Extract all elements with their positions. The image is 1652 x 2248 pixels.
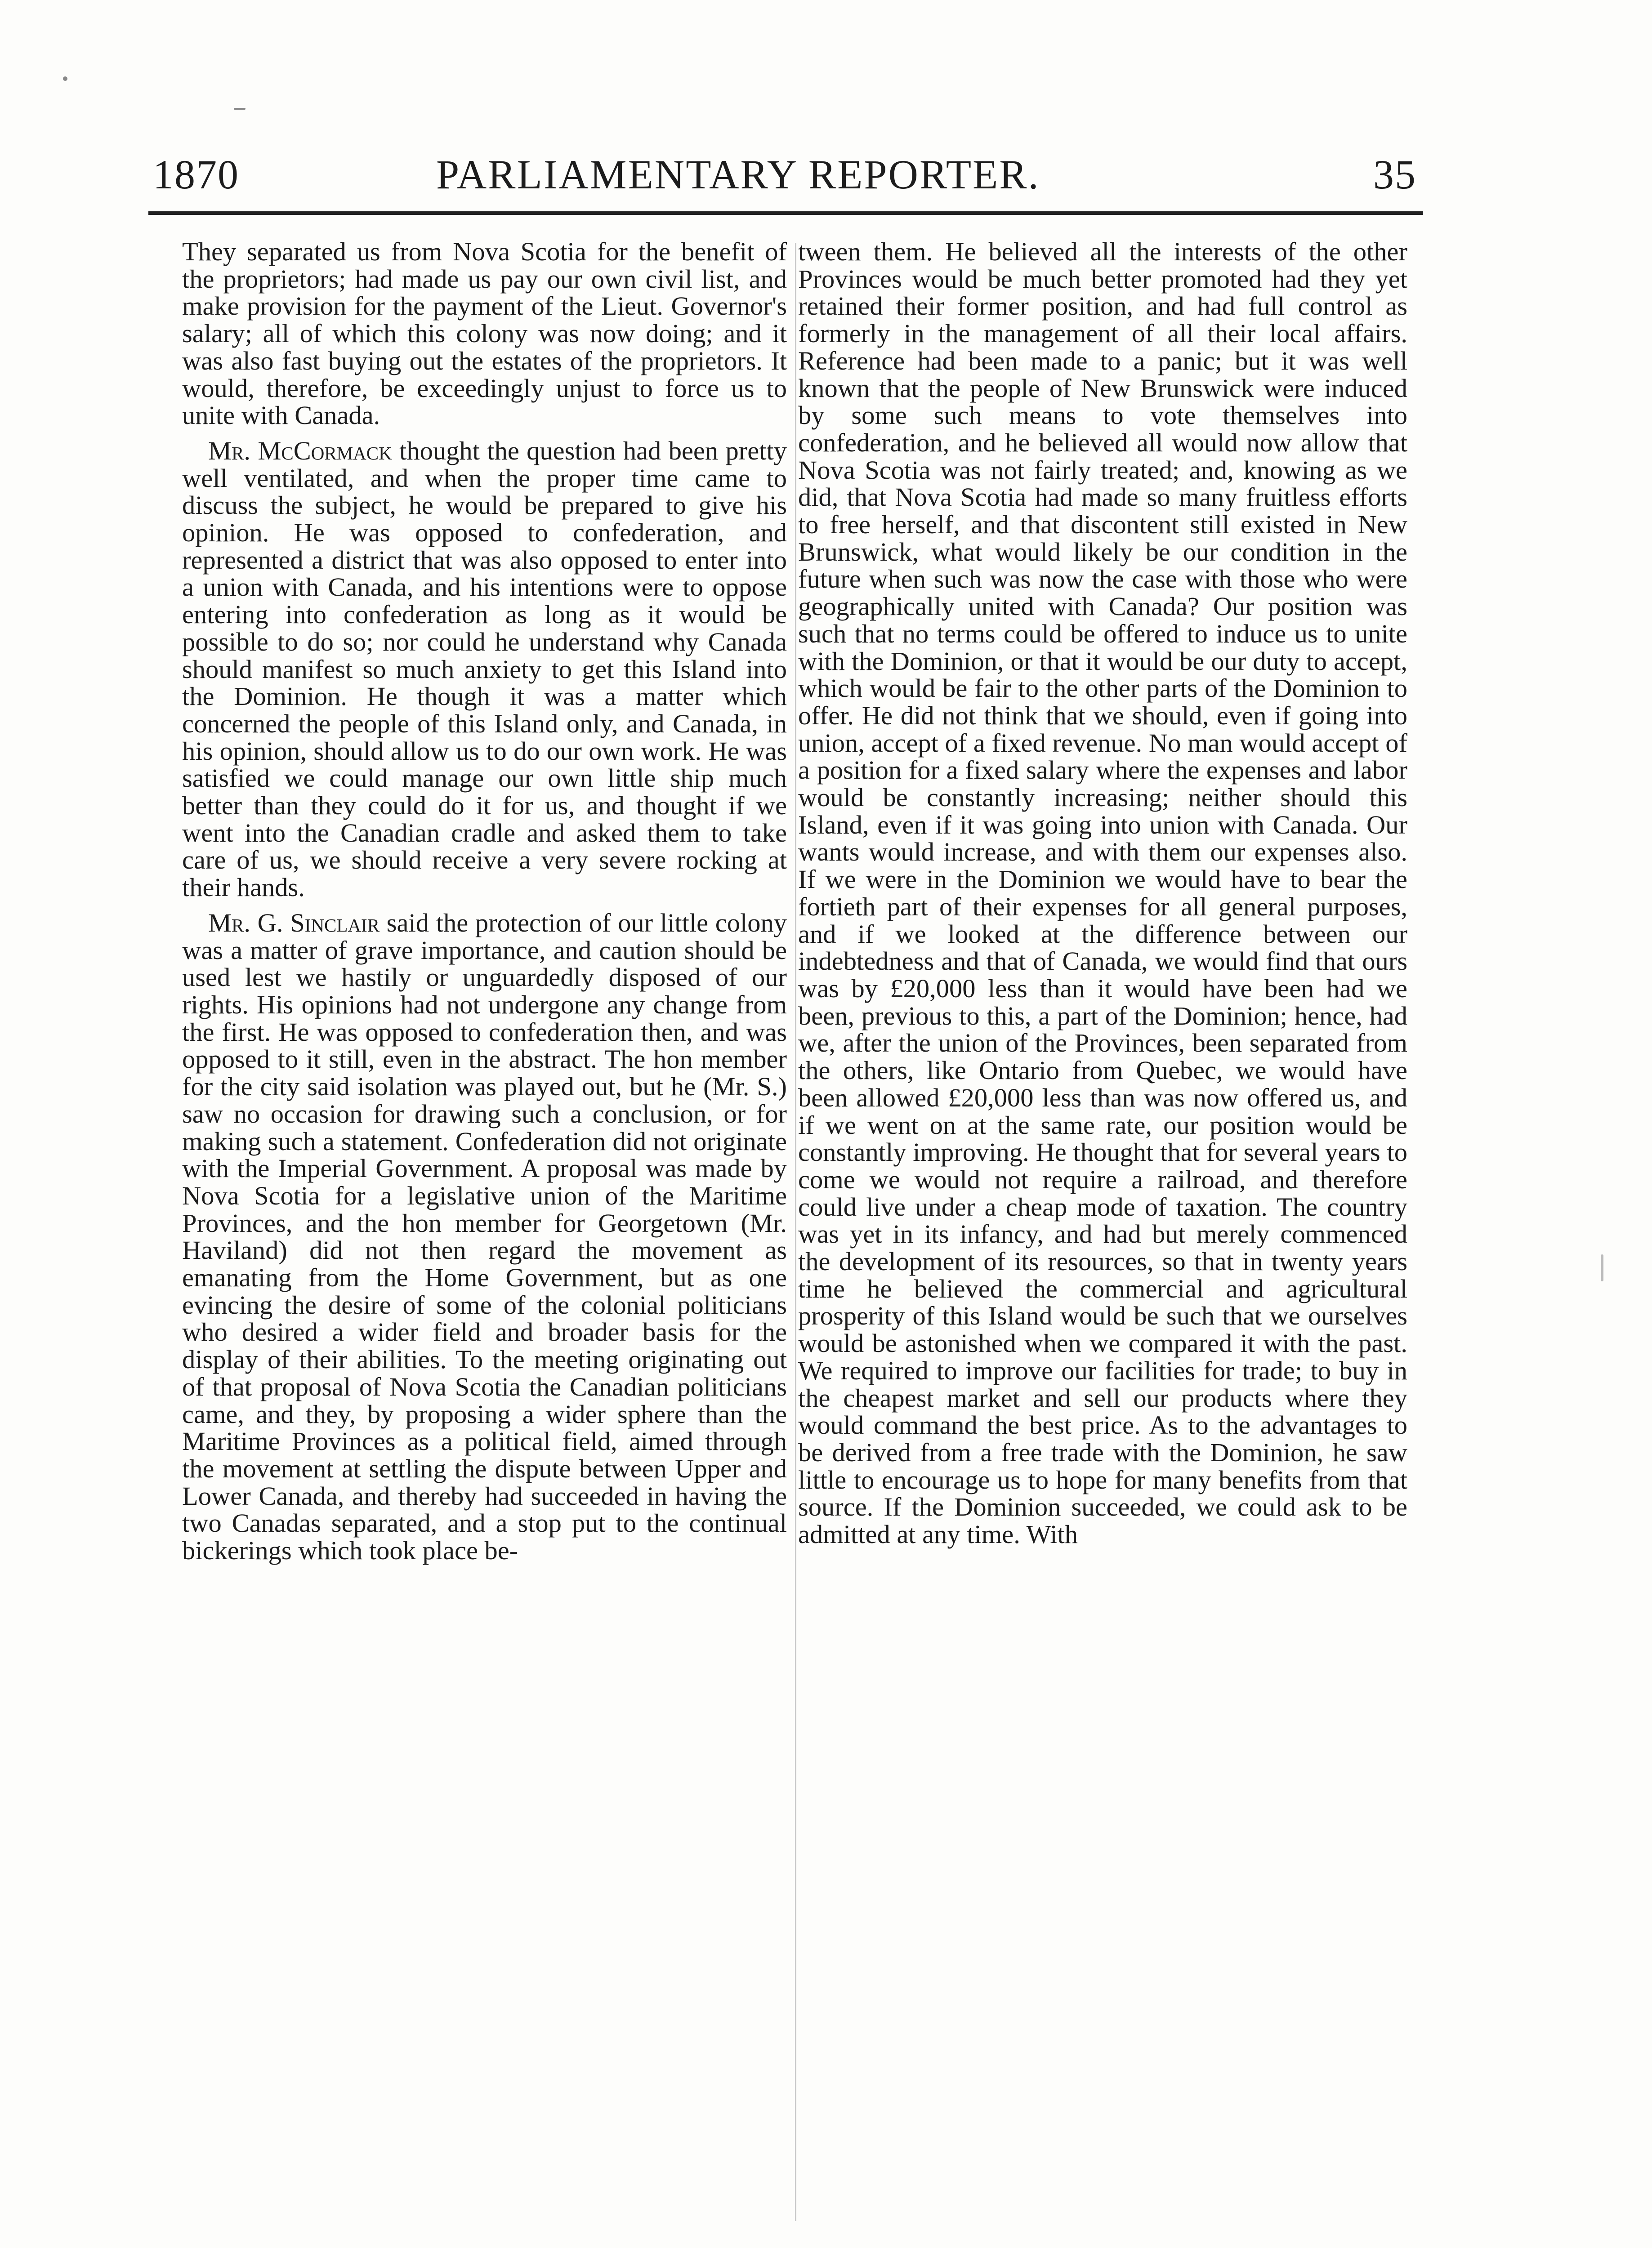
paragraph [182, 910, 787, 1565]
header-year: 1870 [153, 152, 239, 197]
paper-speck [63, 76, 67, 81]
paper-speck [1601, 1254, 1603, 1281]
paragraph: They separated us from Nova Scotia for the benefit of the proprietors; had made us pay our own civil list, and make provision for the payment of the Lieut. Governor's salary; all of which this colony was now doing; and it was also fast buying out the estates of the proprietors. It would, therefore, be exceedingly unjust to force us to unite with Canada. [182, 237, 787, 430]
running-head [148, 151, 1421, 218]
paragraph [182, 437, 787, 901]
left-column [182, 238, 787, 1573]
page-number: 35 [1373, 152, 1416, 197]
paragraph-text: said the protection of our little colony was a matter of grave importance, and caution should be used lest we hastily or unguardedly disposed of our rights. His opinions had not undergone any change from the first. He was opposed to confederation then, and was opposed to it still, even in the abstract. The hon member for the city said isolation was played out, but he (Mr. S.) saw no occasion for drawing such a conclusion, or for making such a statement. Confederation did not originate with the Imperial Government. A proposal was made by Nova Scotia for a legislative union of the Maritime Provinces, and the hon member for Georgetown (Mr. Haviland) did not then regard the movement as emanating from the Home Government, but as one evincing the desire of some of the colonial politicians who desired a wider field and broader basis for the display of their abilities. To the meeting originating out of that proposal of Nova Scotia the Canadian politicians came, and they, by proposing a wider sphere than the Maritime Provinces as a political field, aimed through the movement at settling the dispute between Upper and Lower Canada, and thereby had succeeded in having the two Canadas separated, and a stop put to the continual bickerings which took place be- [182, 908, 787, 1566]
paper-speck [234, 108, 246, 110]
header-rule [148, 211, 1423, 215]
right-column [798, 238, 1407, 1557]
speaker-name: Mr. G. Sinclair [208, 908, 380, 937]
paragraph: tween them. He believed all the interests of the other Provinces would be much better promoted had they yet retained their former position, and had full control as formerly in the management of all their local affairs. Reference had been made to a panic; but it was well known that the people of New Brunswick were induced by some such means to vote themselves into confederation, and he believed all would now allow that Nova Scotia was not fairly treated; and, knowing as we did, that Nova Scotia had made so many fruitless efforts to free herself, and that discontent still existed in New Brunswick, what would likely be our condition in the future when such was now the case with those who were geographically united with Canada? Our position was such that no terms could be offered to induce us to unite with the Dominion, or that it would be our duty to accept, which would be fair to the other parts of the Dominion to offer. He did not think that we should, even if going into union, accept of a fixed revenue. No man would accept of a position for a fixed salary where the expenses and labor would be constantly increasing; neither should this Island, even if it was going into union with Canada. Our wants would increase, and with them our expenses also. If we were in the Dominion we would have to bear the fortieth part of their expenses for all general purposes, and if we looked at the difference between our indebtedness and that of Canada, we would find that ours was by £20,000 less than it would have been had we been, previous to this, a part of the Dominion; hence, had we, after the union of the Provinces, been separated from the others, like Ontario from Quebec, we would have been allowed £20,000 less than was now offered us, and if we went on at the same rate, our position would be constantly improving. He thought that for several years to come we would not require a railroad, and therefore could live under a cheap mode of taxation. The country was yet in its infancy, and had but merely commenced the development of its resources, so that in twenty years time he believed the commercial and agricultural prosperity of this Island would be such that we ourselves would be astonished when we compared it with the past. We required to improve our facilities for trade; to buy in the cheapest market and sell our products where they would command the best price. As to the advantages to be derived from a free trade with the Dominion, he saw little to encourage us to hope for many benefits from that source. If the Dominion succeeded, we could ask to be admitted at any time. With [798, 237, 1407, 1549]
paragraph-text: thought the question had been pretty well ventilated, and when the proper time came to discuss the subject, he would be prepared to give his opinion. He was opposed to confederation, and represented a district that was also opposed to enter into a union with Canada, and his intentions were to oppose entering into confederation as long as it would be possible to do so; nor could he understand why Canada should manifest so much anxiety to get this Island into the Dominion. He though it was a matter which concerned the people of this Island only, and Canada, in his opinion, should allow us to do our own work. He was satisfied we could manage our own little ship much better than they could do it for us, and thought if we went into the Canadian cradle and asked them to take care of us, we should receive a very severe rocking at their hands. [182, 436, 787, 902]
column-divider [795, 243, 796, 2221]
speaker-name: Mr. McCormack [208, 436, 392, 465]
header-title: PARLIAMENTARY REPORTER. [436, 152, 1040, 197]
